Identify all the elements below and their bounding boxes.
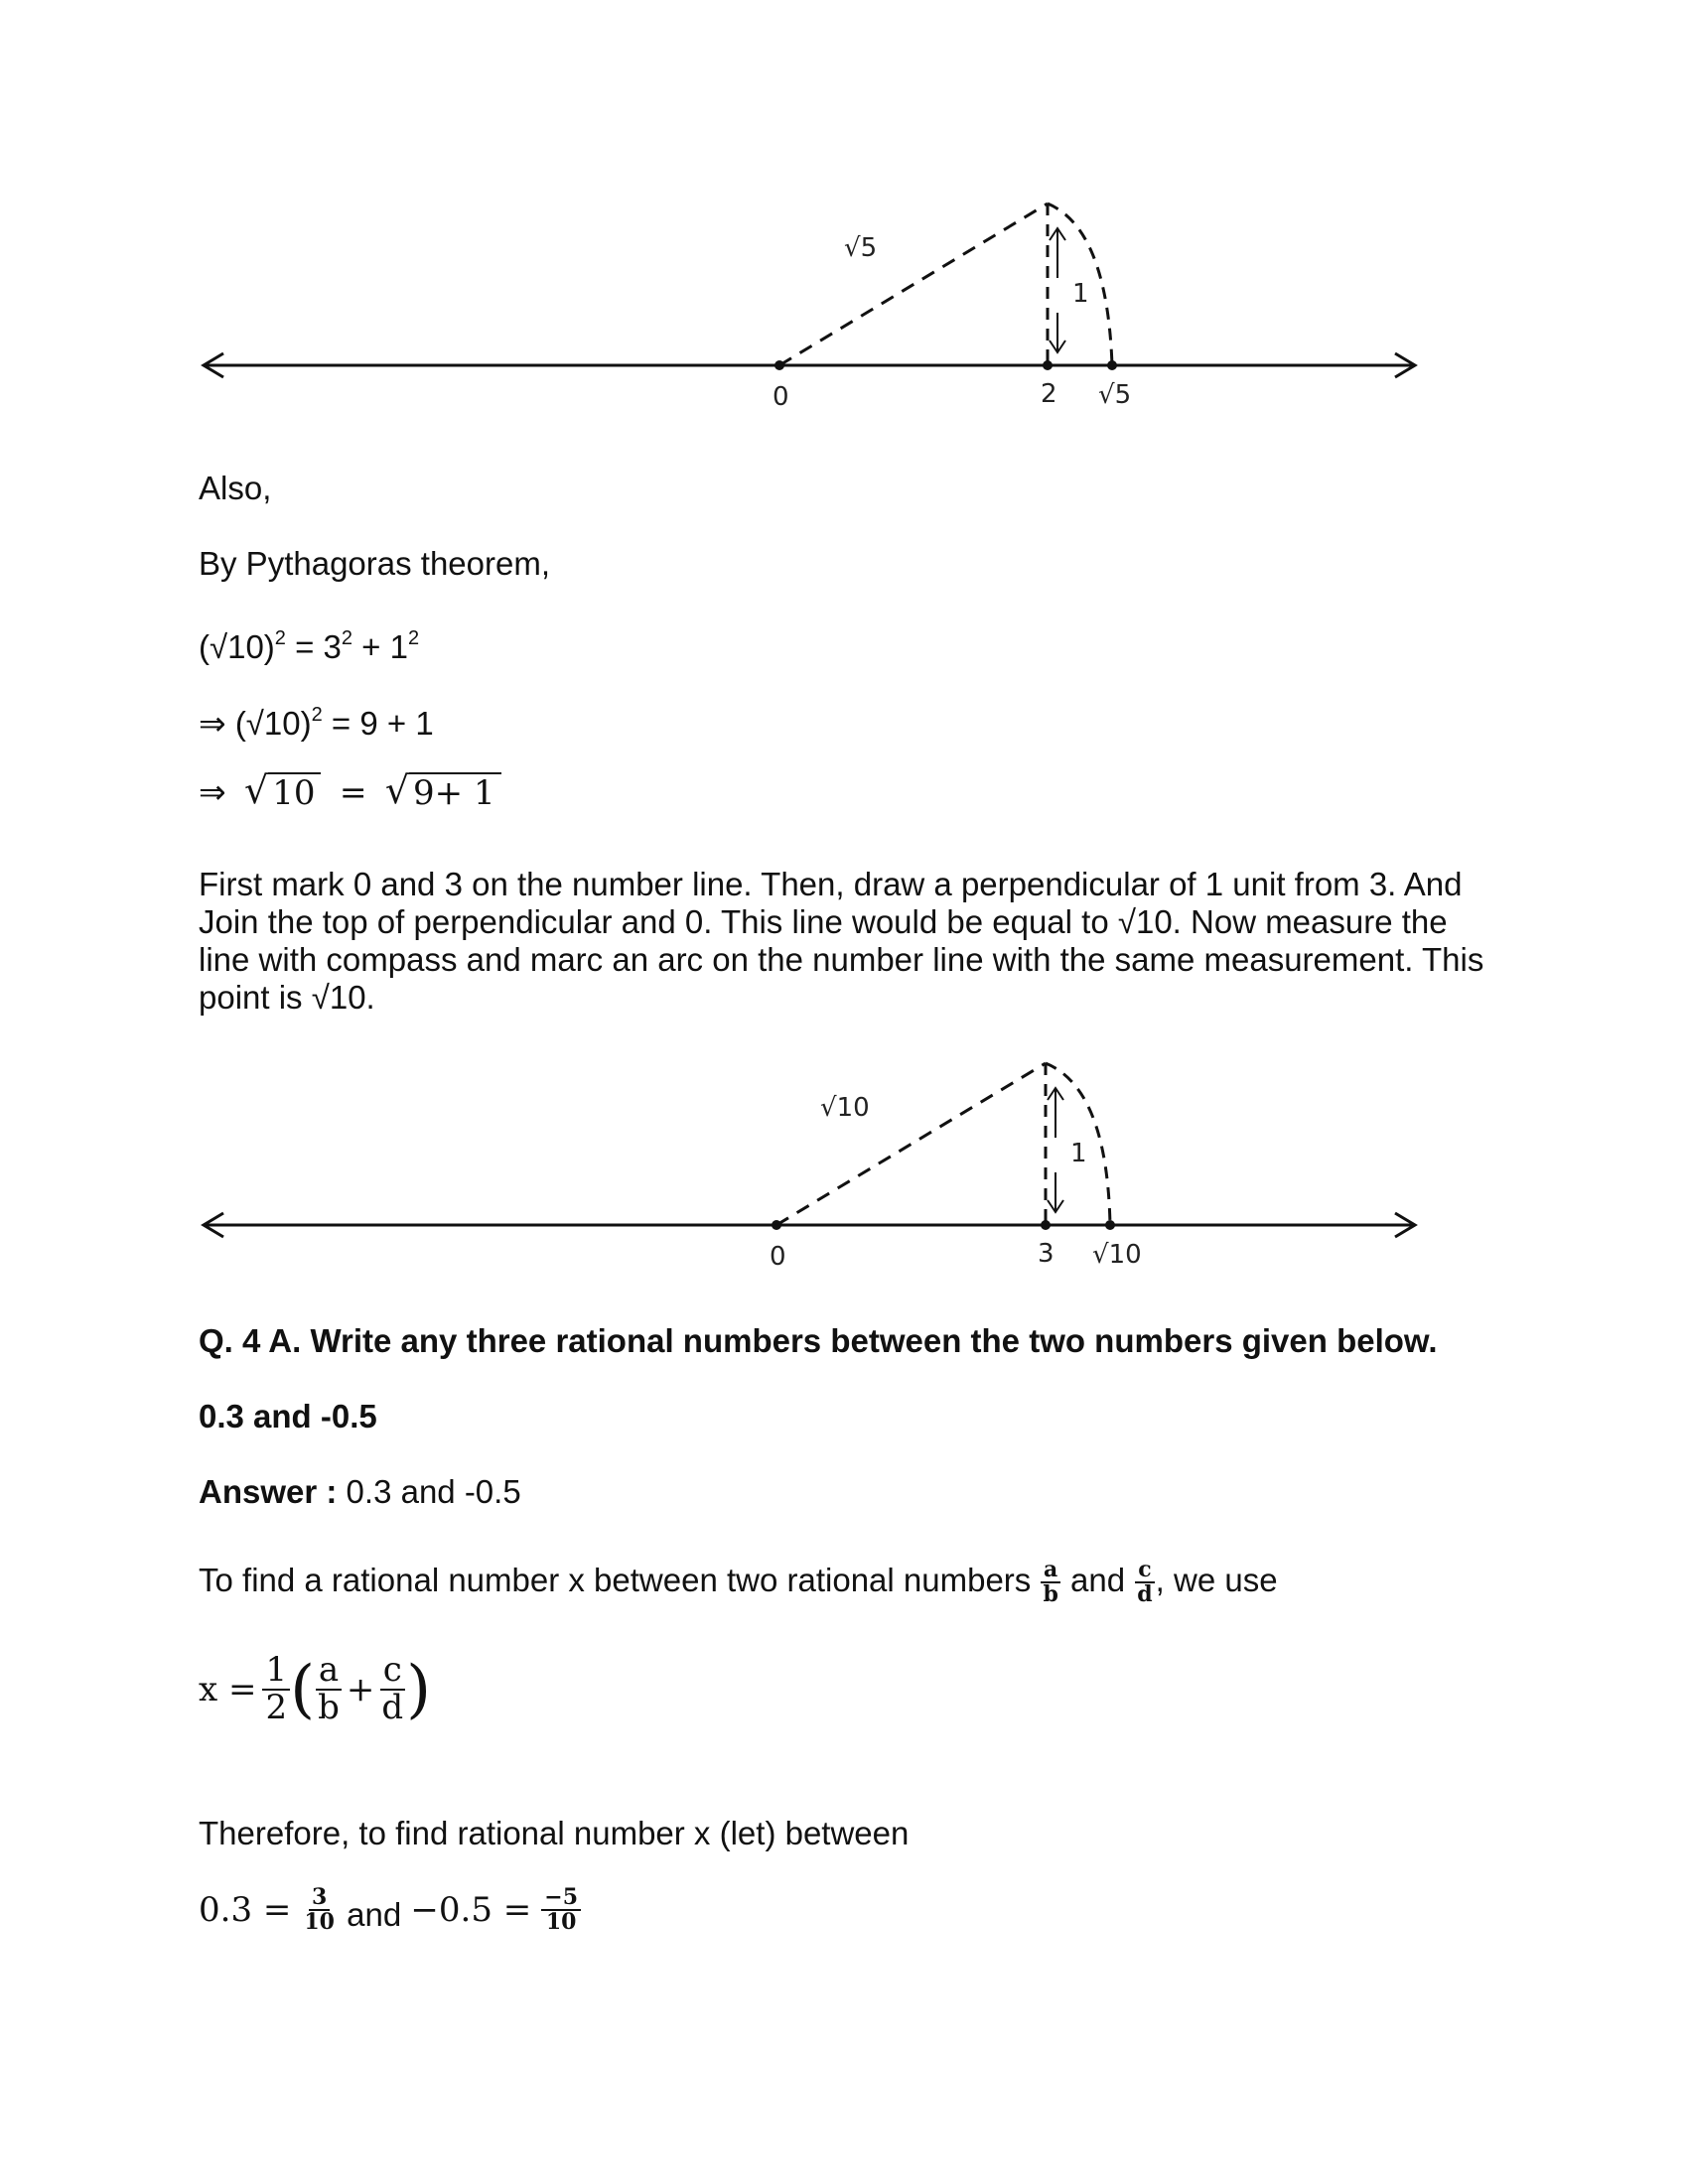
hypotenuse-dashed	[776, 1063, 1046, 1225]
implies-arrow: ⇒	[199, 773, 226, 810]
eq2-rest: = 9 + 1	[322, 705, 434, 742]
formula-half-den: 2	[265, 1687, 288, 1727]
perpendicular-label: 1	[1070, 1139, 1087, 1168]
formula-half-num: 1	[262, 1653, 290, 1691]
equation-2	[199, 696, 434, 743]
number-line-figure-sqrt5	[189, 189, 1430, 447]
conv-den-2: 10	[545, 1909, 577, 1936]
radicand-lhs: 10	[268, 772, 321, 810]
point-sqrt10	[1105, 1220, 1115, 1230]
equals-sign: =	[339, 772, 367, 811]
pythagoras-text: By Pythagoras theorem,	[199, 545, 551, 582]
method-line	[199, 1559, 1278, 1606]
perpendicular-label: 1	[1072, 279, 1089, 309]
formula-plus: +	[346, 1669, 375, 1709]
answer-line	[199, 1473, 521, 1511]
tick-label-3: 3	[1038, 1239, 1055, 1269]
fraction-3-10	[301, 1886, 338, 1934]
answer-text: 0.3 and -0.5	[337, 1473, 521, 1510]
fraction-c-d	[1134, 1559, 1155, 1606]
radical-sign-rhs: √	[384, 768, 410, 812]
point-0	[774, 360, 784, 370]
eq2-prefix: ⇒ (√10)	[199, 705, 312, 742]
eq2-exp: 2	[311, 704, 323, 726]
tick-label-0: 0	[773, 382, 789, 412]
formula-c-over-d	[378, 1650, 406, 1727]
method-and: and	[1060, 1561, 1135, 1598]
tick-label-0: 0	[770, 1242, 786, 1272]
point-3	[1041, 1220, 1051, 1230]
formula-half	[262, 1650, 290, 1727]
conv-lhs-2: −0.5 =	[410, 1890, 532, 1931]
point-2	[1043, 360, 1053, 370]
conv-lhs-1: 0.3 =	[199, 1890, 292, 1931]
number-line-diagram	[189, 189, 1430, 447]
equation-3	[199, 770, 501, 811]
hypotenuse-label: √5	[844, 233, 878, 263]
decimal-conversion	[199, 1886, 581, 1934]
construction-paragraph: First mark 0 and 3 on the number line. Then, draw a perpendicular of 1 unit from 3. And Join the top of perpendicular and 0. This line would be equal to √10. Now measure the line with compass and marc an arc on the number line with the same measurement. This point is √10.	[199, 866, 1484, 1016]
formula-x: x =	[199, 1669, 257, 1709]
eq1-lhs: (√10)	[199, 628, 275, 665]
eq1-mid: = 3	[285, 628, 342, 665]
question-heading: Q. 4 A. Write any three rational numbers between the two numbers given below.	[199, 1322, 1438, 1359]
hypotenuse-label: √10	[820, 1093, 870, 1123]
fraction-neg5-10	[541, 1886, 581, 1934]
eq1-mid2: + 1	[352, 628, 408, 665]
tick-label-sqrt10: √10	[1092, 1240, 1142, 1270]
tick-label-sqrt5: √5	[1098, 380, 1132, 410]
method-post: , we use	[1155, 1561, 1278, 1598]
hypotenuse-dashed	[779, 204, 1048, 365]
formula-b: b	[318, 1687, 340, 1727]
formula-d: d	[381, 1687, 404, 1727]
frac-a: a	[1041, 1559, 1060, 1583]
midpoint-formula	[199, 1650, 432, 1727]
point-sqrt5	[1107, 360, 1117, 370]
point-0	[772, 1220, 781, 1230]
right-paren: )	[406, 1652, 432, 1726]
conv-den-1: 10	[304, 1909, 335, 1936]
formula-a: a	[316, 1653, 342, 1691]
equation-1	[199, 619, 419, 666]
left-paren: (	[290, 1652, 316, 1726]
conv-and: and	[338, 1896, 411, 1934]
number-line-diagram-2	[189, 1048, 1430, 1306]
radicand-rhs: 9+ 1	[409, 772, 501, 810]
therefore-text: Therefore, to find rational number x (let) between	[199, 1815, 910, 1851]
conv-num-1: 3	[309, 1886, 330, 1911]
frac-d: d	[1137, 1581, 1153, 1608]
also-text: Also,	[199, 470, 272, 506]
number-line-figure-sqrt10	[189, 1048, 1430, 1306]
question-numbers: 0.3 and -0.5	[199, 1398, 377, 1434]
answer-label: Answer :	[199, 1473, 338, 1510]
frac-c: c	[1135, 1559, 1154, 1583]
eq1-exp3: 2	[407, 627, 420, 649]
formula-a-over-b	[315, 1650, 343, 1727]
eq1-exp2: 2	[341, 627, 353, 649]
conv-num-2: −5	[541, 1886, 581, 1911]
tick-label-2: 2	[1041, 379, 1057, 409]
frac-b: b	[1043, 1581, 1058, 1608]
radical-rhs	[384, 768, 501, 813]
formula-c: c	[380, 1653, 405, 1691]
radical-sign-lhs: √	[244, 768, 269, 812]
fraction-a-b	[1040, 1559, 1060, 1606]
method-pre: To find a rational number x between two rational numbers	[199, 1561, 1041, 1598]
eq1-exp: 2	[274, 627, 286, 649]
radical-lhs	[244, 768, 321, 813]
